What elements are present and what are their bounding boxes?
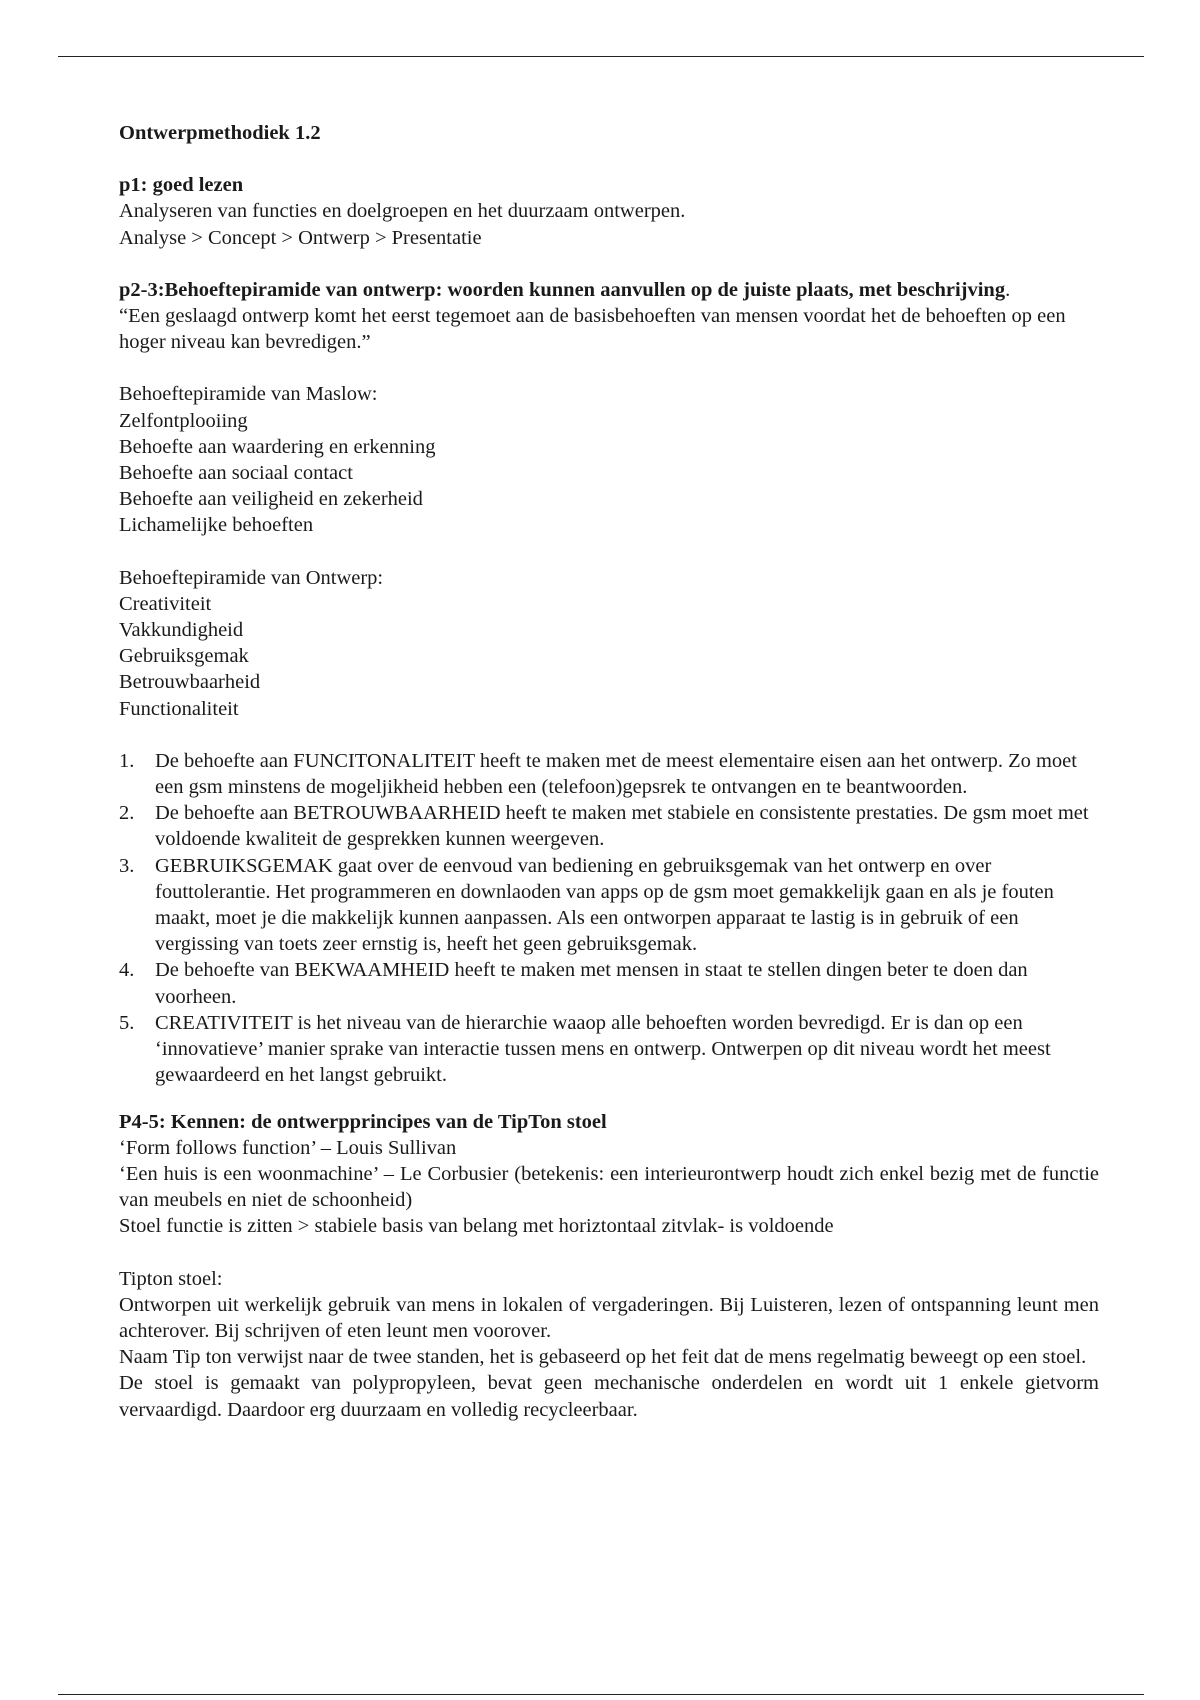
- p2-3-quote: “Een geslaagd ontwerp komt het eerst tegemoet aan de basisbehoeften van mensen voordat het de behoeften op een hoger niveau kan bevredigen.”: [119, 305, 1066, 354]
- header-rule: [58, 56, 1144, 57]
- maslow-pyramid-list: [119, 381, 1099, 538]
- section-heading-p4-5: P4-5: Kennen: de ontwerpprincipes van de TipTon stoel: [119, 1110, 607, 1133]
- numbered-list-item: De behoefte van BEKWAAMHEID heeft te maken met mensen in staat te stellen dingen beter te doen dan voorheen.: [155, 959, 1028, 1008]
- numbered-list-item: GEBRUIKSGEMAK gaat over de eenvoud van bediening en gebruiksgemak van het ontwerp en over fouttolerantie. Het programmeren en downlaoden van apps op de gsm moet gemakkelijk gaan en als je fouten maakt, moet je die makkelijk kunnen aanpassen. Als een ontworpen apparaat te lastig is in gebruik of een vergissing van toets zeer ernstig is, heeft het geen gebruiksgemak.: [155, 854, 1054, 956]
- document-page: [119, 120, 1099, 1423]
- ontwerp-item: Betrouwbaarheid: [119, 671, 261, 694]
- p4-5-line-1: ‘Form follows function’ – Louis Sullivan: [119, 1136, 457, 1159]
- maslow-title: Behoeftepiramide van Maslow:: [119, 383, 378, 406]
- p1-line-2: Analyse > Concept > Ontwerp > Presentatie: [119, 226, 482, 249]
- section-p4-5: [119, 1109, 1099, 1423]
- document-title: Ontwerpmethodiek 1.2: [119, 122, 321, 144]
- maslow-item: Behoefte aan veiligheid en zekerheid: [119, 488, 423, 511]
- p4-5-line-2: ‘Een huis is een woonmachine’ – Le Corbusier (betekenis: een interieurontwerp houdt zich enkel bezig met de functie van meubels en niet de schoonheid): [119, 1162, 1099, 1212]
- p1-line-1: Analyseren van functies en doelgroepen en het duurzaam ontwerpen.: [119, 200, 686, 223]
- numbered-list: [119, 748, 1099, 1089]
- section-p2-3: [119, 277, 1099, 1089]
- ontwerp-item: Vakkundigheid: [119, 619, 244, 642]
- tipton-paragraph-3: De stoel is gemaakt van polypropyleen, bevat geen mechanische onderdelen en wordt uit 1 enkele gietvorm vervaardigd. Daardoor erg duurzaam en volledig recycleerbaar.: [119, 1372, 1099, 1421]
- maslow-item: Behoefte aan sociaal contact: [119, 462, 353, 485]
- tipton-paragraph-2: Naam Tip ton verwijst naar de twee standen, het is gebaseerd op het feit dat de mens regelmatig beweegt op een stoel.: [119, 1346, 1087, 1369]
- p4-5-line-3: Stoel functie is zitten > stabiele basis van belang met horiztontaal zitvlak- is voldoende: [119, 1215, 834, 1238]
- ontwerp-title: Behoeftepiramide van Ontwerp:: [119, 566, 384, 589]
- ontwerp-pyramid-list: [119, 565, 1099, 722]
- ontwerp-item: Creativiteit: [119, 592, 212, 615]
- tipton-title: Tipton stoel:: [119, 1267, 223, 1290]
- maslow-item: Zelfontplooiing: [119, 409, 248, 432]
- section-heading-p1: p1: goed lezen: [119, 174, 244, 197]
- footer-rule: [58, 1694, 1144, 1695]
- section-heading-p2-3: [119, 277, 1099, 303]
- ontwerp-item: Gebruiksgemak: [119, 645, 249, 668]
- maslow-item: Lichamelijke behoeften: [119, 514, 314, 537]
- section-heading-p2-3-suffix: .: [1005, 278, 1011, 301]
- numbered-list-item: De behoefte aan BETROUWBAARHEID heeft te maken met stabiele en consistente prestaties. De gsm moet met voldoende kwaliteit de gesprekken kunnen weergeven.: [155, 802, 1089, 851]
- tipton-paragraph-1: Ontworpen uit werkelijk gebruik van mens in lokalen of vergaderingen. Bij Luisteren, lezen of ontspanning leunt men achterover. Bij schrijven of eten leunt men voorover.: [119, 1293, 1099, 1342]
- ontwerp-item: Functionaliteit: [119, 697, 239, 720]
- section-p1: [119, 172, 1099, 251]
- section-heading-p2-3-text: p2-3:Behoeftepiramide van ontwerp: woorden kunnen aanvullen op de juiste plaats, met beschrijving: [119, 278, 1006, 301]
- numbered-list-item: De behoefte aan FUNCITONALITEIT heeft te maken met de meest elementaire eisen aan het ontwerp. Zo moet een gsm minstens de mogeljikheid hebben een (telefoon)gepsrek te ontvangen en te beantwoorden.: [155, 749, 1077, 799]
- numbered-list-item: CREATIVITEIT is het niveau van de hierarchie waaop alle behoeften worden bevredigd. Er is dan op een ‘innovatieve’ manier sprake van interactie tussen mens en ontwerp. Ontwerpen op dit niveau wordt het meest gewaardeerd en het langst gebruikt.: [155, 1011, 1051, 1087]
- maslow-item: Behoefte aan waardering en erkenning: [119, 435, 436, 458]
